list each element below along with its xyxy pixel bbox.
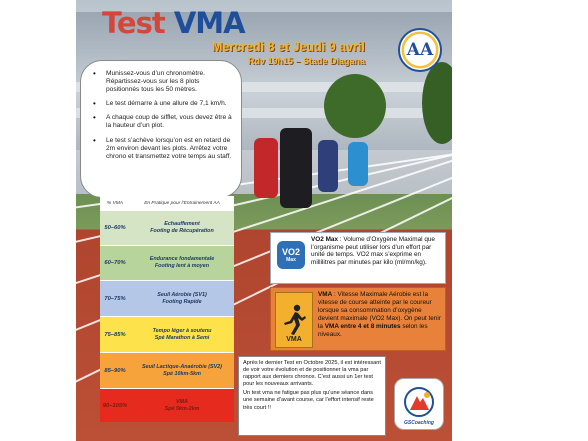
row-practice-line1: VMA — [176, 398, 188, 405]
row-practice — [130, 389, 234, 422]
vo2-icon-line1: VO2 — [281, 247, 300, 257]
row-pct: 90–105% — [102, 402, 128, 409]
vma-text-bold: VMA entre 4 et 8 minutes — [324, 323, 401, 330]
row-practice-line1: Echauffement — [164, 221, 200, 227]
vo2max-definition — [270, 232, 446, 284]
logo-aa-text: AA — [406, 40, 434, 60]
row-practice-line2: Spé 5km-2km — [164, 405, 200, 412]
runner-silhouette-icon — [281, 304, 307, 336]
note-paragraph-1: Après le dernier Test en Octobre 2025, il est intéressant de voir votre évolution et de positionner la vma par rapport aux derniers chronos. C’est aussi un 1er test pour les nouveaux arrivants. — [243, 360, 381, 388]
title-word-vma: VMA — [173, 6, 245, 40]
runner-icon — [275, 292, 313, 348]
runner-figure — [254, 138, 278, 198]
previous-test-note — [238, 356, 386, 436]
row-practice-line2: Spé 10km-5km — [163, 370, 201, 377]
vo2max-text: : Volume d’Oxygène Maximal que l’organisme peut utiliser lors d’un effort par unité de temps. VO2 max s’exprime en millilitres par minutes par kilo (ml/mn/kg). — [311, 236, 435, 266]
row-practice-line2: Spé Marathon à Semi — [154, 334, 210, 341]
table-row — [100, 245, 234, 280]
table-header — [100, 196, 234, 210]
row-pct: 75–85% — [104, 331, 126, 338]
table-row — [100, 388, 234, 422]
logo-aa-ring — [402, 32, 439, 69]
instructions-panel — [80, 60, 242, 198]
vma-zones-table — [100, 196, 234, 436]
instructions-list — [93, 70, 233, 161]
vo2max-term: VO2 Max — [311, 236, 338, 243]
vo2max-icon — [277, 241, 305, 269]
logo-gs-text: GSCoaching — [403, 420, 434, 426]
row-practice — [130, 211, 234, 245]
row-practice-line1: Seuil Aérobie (SV1) — [157, 291, 207, 298]
club-logo-gscoaching-icon — [394, 378, 444, 430]
instruction-item: • Le test s’achève lorsqu’on est en retard de 2m environ devant les plots. Arrêtez votre chrono et transmettez votre temps au staff. — [93, 137, 233, 161]
event-dates: Mercredi 8 et Jeudi 9 avril — [212, 40, 365, 54]
instruction-item: • Munissez-vous d’un chronomètre. Répartissez-vous sur les 8 plots positionnés tous les 50 mètres. — [93, 70, 233, 94]
row-pct: 50–60% — [104, 225, 126, 231]
vma-term: VMA — [318, 291, 333, 298]
row-pct: 60–70% — [104, 260, 126, 266]
row-pct: 70–75% — [104, 295, 126, 302]
tree-icon — [324, 74, 386, 138]
runner-figure — [280, 128, 312, 208]
row-practice-line2: Footing lent à moyen — [154, 263, 210, 269]
runner-figure — [318, 140, 338, 192]
vma-definition — [270, 287, 446, 351]
vma-icon-label: VMA — [286, 336, 302, 343]
vma-text-2: selon les niveaux. — [318, 323, 428, 338]
row-practice — [130, 317, 234, 352]
table-row — [100, 280, 234, 316]
row-practice — [130, 246, 234, 280]
row-pct: 85–90% — [104, 367, 126, 374]
vo2-icon-line2: Max — [286, 257, 296, 263]
row-practice-line1: Seuil Lactique-Anaérobie (SV2) — [142, 363, 222, 370]
table-row — [100, 316, 234, 352]
note-paragraph-2: Un test vma ne fatigue pas plus qu’une séance dans une semaine d’avant course, car l’effort intensif reste très court !! — [243, 390, 374, 411]
row-practice-line1: Endurance fondamentale — [149, 256, 215, 262]
table-row — [100, 352, 234, 388]
meeting-place: Rdv 19h15 – Stade Diagana — [248, 56, 366, 66]
row-practice-line2: Footing de Récupération — [150, 228, 214, 234]
gscoaching-emblem-icon — [399, 386, 439, 420]
instruction-item: • A chaque coup de sifflet, vous devez être à la hauteur d’un plot. — [93, 114, 233, 130]
row-practice-line1: Tempo léger à soutenu — [152, 327, 212, 334]
row-practice-line2: Footing Rapide — [162, 298, 202, 305]
vma-text-1: : Vitesse Maximale Aérobie est la vitesse de course atteinte par le coureur lorsque sa consommation d’oxygène devient maximale (VO2 Max). On peut tenir la — [318, 291, 441, 330]
instruction-item: • Le test démarre à une allure de 7,1 km/h. — [93, 100, 233, 108]
runner-figure — [348, 142, 368, 186]
header-pct-vma: % VMA — [107, 200, 123, 206]
title-word-test: Test — [102, 6, 165, 40]
table-body — [100, 210, 234, 422]
header-practice: En Pratique pour l’Entrainement AA — [144, 200, 220, 206]
row-practice — [130, 353, 234, 388]
poster-title — [102, 6, 245, 40]
table-row — [100, 210, 234, 245]
row-practice — [130, 281, 234, 316]
